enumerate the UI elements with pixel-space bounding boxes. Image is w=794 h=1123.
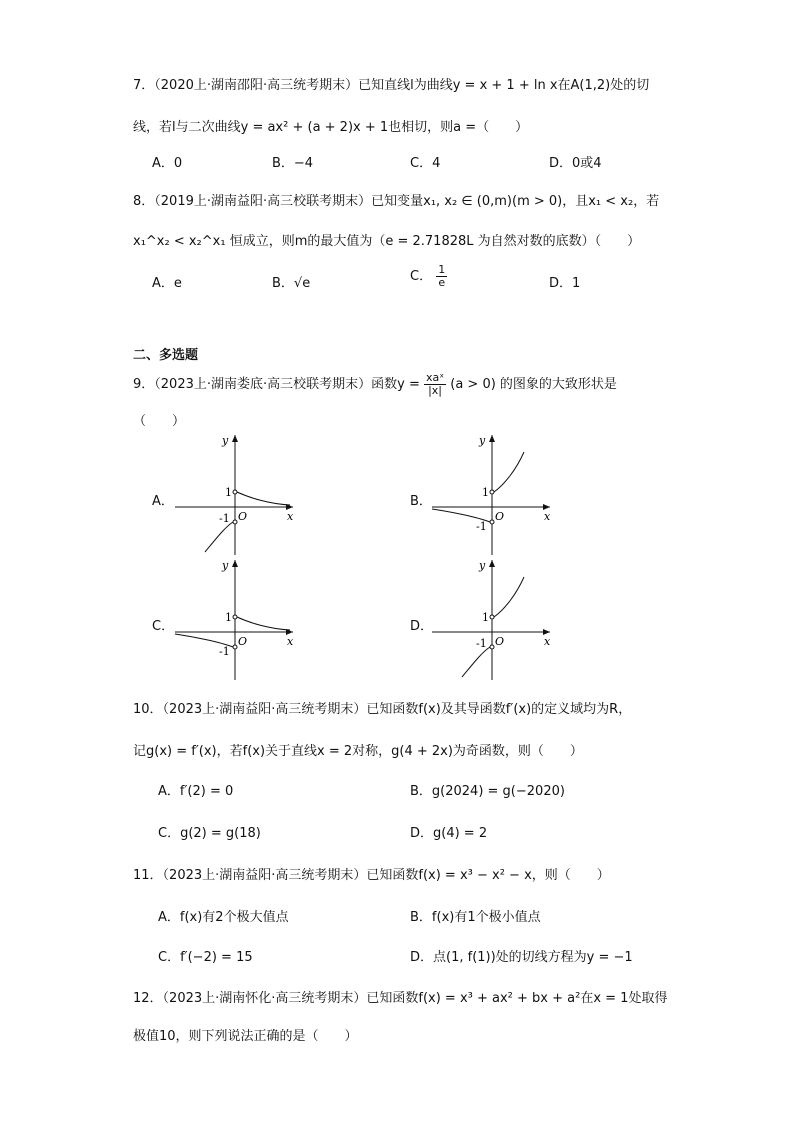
graph-d-neg-one-label: -1 xyxy=(476,637,487,650)
q9-line1-end: (a > 0) 的图象的大致形状是 xyxy=(450,377,617,392)
graph-a-one-label: 1 xyxy=(225,486,232,499)
graph-b-one-label: 1 xyxy=(482,486,489,499)
graph-a xyxy=(175,430,305,560)
q10-option-b: B．g(2024) = g(−2020) xyxy=(410,784,565,799)
q11-option-a: A．f(x)有2个极大值点 xyxy=(158,910,289,925)
graph-a-origin-label: O xyxy=(238,510,248,523)
q7-line2: 线，若l与二次曲线y = ax² + (a + 2)x + 1也相切，则a =（ ） xyxy=(133,120,529,135)
q10-option-c: C．g(2) = g(18) xyxy=(158,826,261,841)
q8-option-c-denominator: e xyxy=(438,276,446,289)
q8-option-b: B．√e xyxy=(272,276,311,291)
q11-line1: 11．（2023上·湖南益阳·高三统考期末）已知函数f(x) = x³ − x² − x，则（ ） xyxy=(133,868,610,883)
graph-c-origin-label: O xyxy=(238,635,248,648)
q7-option-c: C．4 xyxy=(410,156,441,171)
q9-option-d-label: D． xyxy=(410,619,434,634)
q10-option-a: A．f′(2) = 0 xyxy=(158,784,234,799)
q11-option-c: C．f′(−2) = 15 xyxy=(158,950,253,965)
q8-option-d: D．1 xyxy=(549,276,581,291)
graph-c-y-label: y xyxy=(222,559,229,572)
graph-a-x-label: x xyxy=(287,510,294,523)
section-title: 二、多选题 xyxy=(133,348,199,363)
q12-line1: 12．（2023上·湖南怀化·高三统考期末）已知函数f(x) = x³ + ax² + bx + a²在x = 1处取得 xyxy=(133,991,668,1006)
graph-c-x-label: x xyxy=(287,635,294,648)
graph-b-origin-label: O xyxy=(495,510,505,523)
q7-option-b: B．−4 xyxy=(272,156,314,171)
graph-d-one-label: 1 xyxy=(482,611,489,624)
q9-line1 xyxy=(133,372,617,397)
q7-option-d: D．0或4 xyxy=(549,156,602,171)
graph-c-one-label: 1 xyxy=(225,611,232,624)
q7-line1: 7．（2020上·湖南邵阳·高三统考期末）已知直线l为曲线y = x + 1 + ln x在A(1,2)处的切 xyxy=(133,78,650,93)
q8-option-c-fraction xyxy=(436,264,447,289)
q9-option-b-label: B． xyxy=(410,494,432,509)
graph-b xyxy=(432,430,562,560)
q7-option-a: A．0 xyxy=(152,156,183,171)
q9-fraction-numerator: xaˣ xyxy=(425,371,445,384)
q8-line2: x₁^x₂ < x₂^x₁ 恒成立，则m的最大值为（e = 2.71828L 为自然对数的底数）（ ） xyxy=(133,234,641,249)
graph-b-neg-one-label: -1 xyxy=(476,520,487,533)
q12-line2: 极值10，则下列说法正确的是（ ） xyxy=(133,1029,358,1044)
graph-a-y-label: y xyxy=(222,434,229,447)
q10-line2: 记g(x) = f′(x)，若f(x)关于直线x = 2对称，g(4 + 2x)为奇函数，则（ ） xyxy=(133,744,583,759)
graph-b-x-label: x xyxy=(544,510,551,523)
q10-option-d: D．g(4) = 2 xyxy=(410,826,488,841)
q9-option-a-label: A． xyxy=(152,494,174,509)
q8-option-c-label: C． xyxy=(410,269,433,284)
graph-a-neg-one-label: -1 xyxy=(219,512,230,525)
q8-line1: 8．（2019上·湖南益阳·高三校联考期末）已知变量x₁, x₂ ∈ (0,m)(m > 0)，且x₁ < x₂，若 xyxy=(133,194,660,209)
graph-b-y-label: y xyxy=(479,434,486,447)
q9-line2: （ ） xyxy=(133,414,186,429)
q10-line1: 10．（2023上·湖南益阳·高三统考期末）已知函数f(x)及其导函数f′(x)的定义域均为R， xyxy=(133,702,632,717)
graph-c xyxy=(175,555,305,685)
q8-option-c xyxy=(410,264,447,289)
q8-option-a: A．e xyxy=(152,276,182,291)
q9-function-fraction xyxy=(424,372,446,397)
q9-line1-start: 9．（2023上·湖南娄底·高三校联考期末）函数y = xyxy=(133,377,420,392)
q9-fraction-denominator: |x| xyxy=(428,384,443,397)
q8-option-c-numerator: 1 xyxy=(438,263,446,276)
q11-option-b: B．f(x)有1个极小值点 xyxy=(410,910,541,925)
graph-d-x-label: x xyxy=(544,635,551,648)
graph-c-neg-one-label: -1 xyxy=(219,645,230,658)
graph-d xyxy=(432,555,562,685)
graph-d-origin-label: O xyxy=(495,635,505,648)
q9-option-c-label: C． xyxy=(152,619,175,634)
graph-d-y-label: y xyxy=(479,559,486,572)
q11-option-d: D．点(1, f(1))处的切线方程为y = −1 xyxy=(410,950,633,965)
